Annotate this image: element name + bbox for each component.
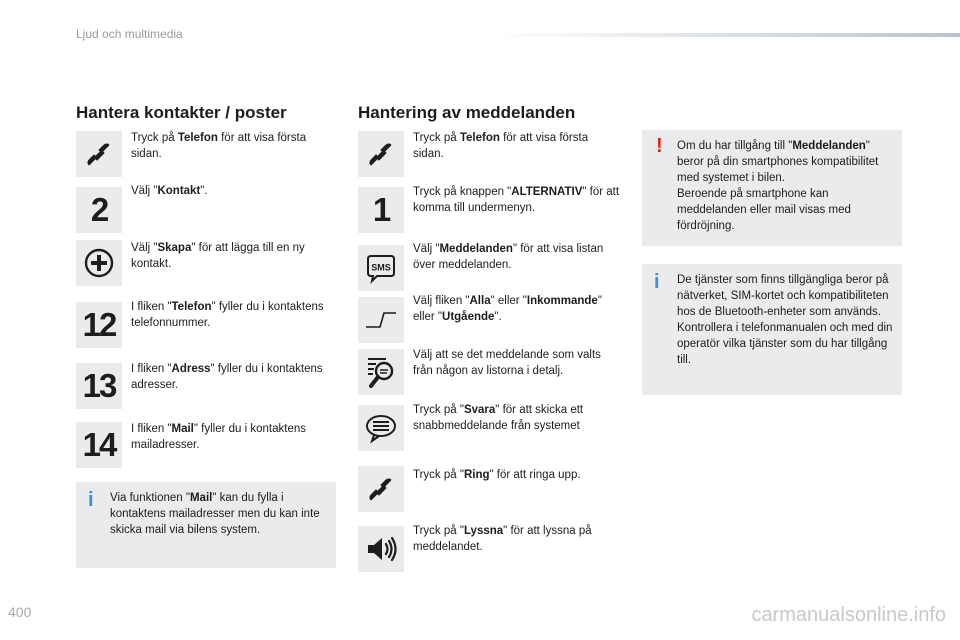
mid-item-0-text: Tryck på Telefon för att visa första sidan. [413, 132, 589, 160]
mid-item-6-icon-box [358, 466, 404, 512]
left-item-4-icon-box [76, 363, 122, 409]
number-12-icon: 12 [82, 306, 116, 343]
left-item-0-icon-box [76, 131, 122, 177]
info-icon: i [88, 489, 94, 511]
phone-handset-icon [364, 137, 398, 171]
number-13-icon: 13 [82, 367, 116, 404]
mid-item-2-text: Välj "Meddelanden" för att visa listan över meddelanden. [413, 243, 604, 271]
number-14-icon: 14 [82, 426, 116, 463]
right-warning-note [642, 130, 902, 246]
left-item-4-text: I fliken "Adress" fyller du i kontaktens adresser. [131, 363, 323, 391]
mid-item-7-icon-box [358, 526, 404, 572]
plus-circle-icon [82, 246, 116, 280]
header-rule [490, 33, 960, 37]
phone-handset-icon [364, 472, 398, 506]
watermark: carmanualsonline.info [751, 604, 946, 626]
reply-bubble-icon [364, 411, 398, 445]
left-item-3-text: I fliken "Telefon" fyller du i kontaktens telefonnummer. [131, 301, 324, 329]
sms-icon [364, 251, 398, 285]
page-header-title: Ljud och multimedia [76, 27, 183, 41]
mid-item-1-icon-box [358, 187, 404, 233]
mid-item-0-icon-box [358, 131, 404, 177]
left-item-1-text: Välj "Kontakt". [131, 185, 208, 197]
message-detail-icon [364, 355, 398, 389]
left-item-1-icon-box [76, 187, 122, 233]
left-item-2-icon-box [76, 240, 122, 286]
mid-item-6-text: Tryck på "Ring" för att ringa upp. [413, 469, 581, 481]
phone-handset-icon [82, 137, 116, 171]
mid-item-4-icon-box [358, 349, 404, 395]
left-item-0-text: Tryck på Telefon för att visa första sidan. [131, 132, 307, 160]
mid-item-1-text: Tryck på knappen "ALTERNATIV" för att komma till undermenyn. [413, 186, 620, 214]
tab-icon [364, 303, 398, 337]
info-icon: i [654, 271, 660, 293]
left-item-5-text: I fliken "Mail" fyller du i kontaktens mailadresser. [131, 423, 306, 451]
number-2-icon: 2 [90, 191, 108, 228]
mid-item-5-icon-box [358, 405, 404, 451]
right-info-note [642, 264, 902, 395]
warning-icon: ! [656, 135, 663, 157]
section-title-messages: Hantering av meddelanden [358, 103, 576, 122]
right-warning-note-text: Om du har tillgång till "Meddelanden" beror på din smartphones kompatibilitet med systemet i bilen. Beroende på smartphone kan meddelanden eller mail visas med fördröjning. [677, 140, 879, 232]
mid-item-3-icon-box [358, 297, 404, 343]
mid-item-3-text: Välj fliken "Alla" eller "Inkommande" eller "Utgående". [413, 295, 602, 323]
page-number: 400 [8, 604, 32, 620]
left-item-2-text: Välj "Skapa" för att lägga till en ny kontakt. [131, 242, 305, 270]
speaker-icon [364, 532, 398, 566]
left-item-5-icon-box [76, 422, 122, 468]
mid-item-2-icon-box [358, 245, 404, 291]
svg-text:SMS: SMS [371, 262, 391, 273]
left-info-note [76, 482, 336, 568]
number-1-icon: 1 [372, 191, 390, 228]
mid-item-5-text: Tryck på "Svara" för att skicka ett snabbmeddelande från systemet [413, 404, 584, 432]
section-title-contacts: Hantera kontakter / poster [76, 103, 287, 122]
left-item-3-icon-box [76, 302, 122, 348]
left-info-note-text: Via funktionen "Mail" kan du fylla i kontaktens mailadresser men du kan inte skicka mail via bilens system. [110, 492, 320, 536]
right-info-note-text: De tjänster som finns tillgängliga beror på nätverket, SIM-kortet och kompatibiliteten hos de Bluetooth-enheter som används. Kontrollera i telefonmanualen och med din operatör vilka tjänster som du har tillgång till. [677, 274, 893, 366]
mid-item-4-text: Välj att se det meddelande som valts från någon av listorna i detalj. [413, 349, 601, 377]
mid-item-7-text: Tryck på "Lyssna" för att lyssna på meddelandet. [413, 525, 592, 553]
